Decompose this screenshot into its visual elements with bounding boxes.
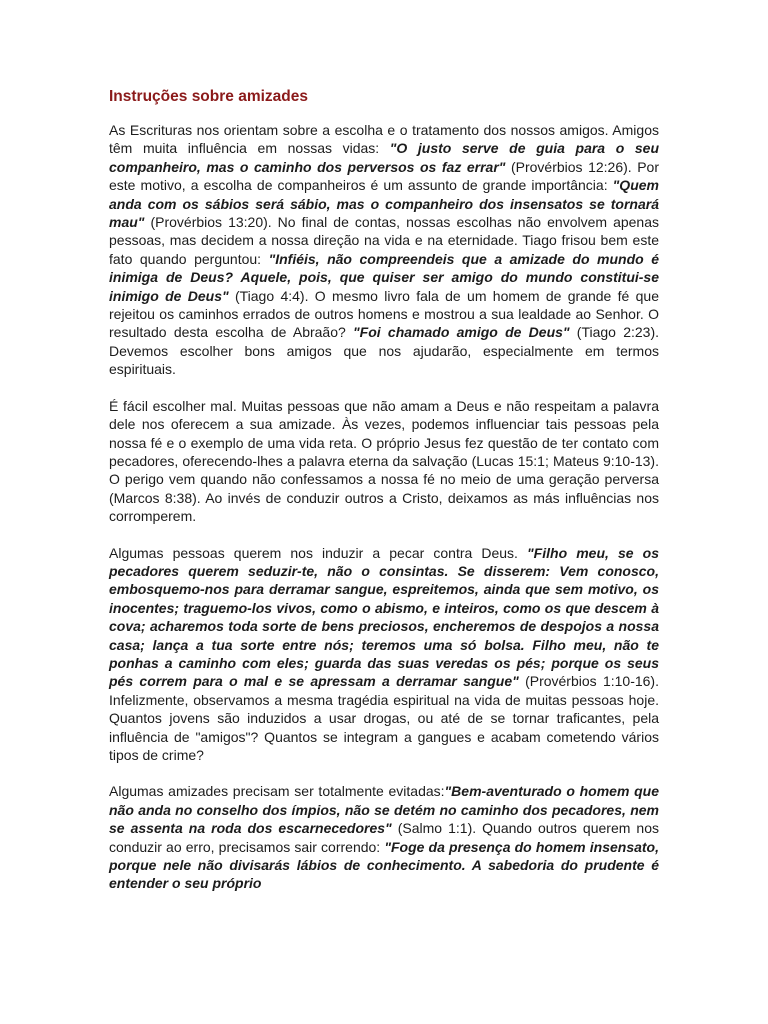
body-text-run: (Provérbios 13:20). No final de contas, nossas escolhas não envolvem apenas pessoas, mas decidem a nossa direção na vida e na eternidade. Tiago frisou bem este fato quando perguntou: bbox=[109, 214, 659, 267]
paragraph-1 bbox=[109, 121, 659, 379]
scripture-quote: "Infiéis, não compreendeis que a amizade do mundo é inimiga de Deus? Aquele, pois, que quiser ser amigo do mundo constitui-se inimigo de Deus" bbox=[109, 250, 659, 304]
body-text-run: (Salmo 1:1). Quando outros querem nos conduzir ao erro, precisamos sair correndo: bbox=[109, 820, 660, 855]
scripture-quote: "Filho meu, se os pecadores querem seduzir-te, não o consintas. Se disserem: Vem conosco, embosquemo-nos para derramar sangue, espreitemos, ainda que sem motivo, os inocentes; traguemo-los vivos, como o abismo, e inteiros, como os que descem à cova; acharemos toda sorte de bens preciosos, encheremos de despojos a nossa casa; lança a tua sorte entre nós; teremos uma só bolsa. Filho meu, não te ponhas a caminho com eles; guarda das suas veredas os pés; porque os seus pés correm para o mal e se apressam a derramar sangue" bbox=[109, 544, 659, 690]
scripture-quote: "Quem anda com os sábios será sábio, mas o companheiro dos insensatos se tornará mau" bbox=[109, 177, 659, 231]
body-text-run: Algumas pessoas querem nos induzir a pecar contra Deus. bbox=[109, 544, 528, 561]
body-text-run: É fácil escolher mal. Muitas pessoas que não amam a Deus e não respeitam a palavra dele nos oferecem a sua amizade. Às vezes, podemos influenciar tais pessoas pela nossa fé e o exemplo de uma vida reta. O próprio Jesus fez questão de ter contato com pecadores, oferecendo-lhes a palavra eterna da salvação (Lucas 15:1; Mateus 9:10-13). O perigo vem quando não confessamos a nossa fé no meio de uma geração perversa (Marcos 8:38). Ao invés de conduzir outros a Cristo, deixamos as más influências nos corromperem. bbox=[109, 397, 659, 525]
paragraph-2 bbox=[109, 397, 659, 526]
scripture-quote: "O justo serve de guia para o seu companheiro, mas o caminho dos perversos os faz errar" bbox=[109, 140, 659, 175]
body-text-run: (Provérbios 12:26). Por este motivo, a escolha de companheiros é um assunto de grande importância: bbox=[109, 158, 659, 194]
body-text-run: As Escrituras nos orientam sobre a escolha e o tratamento dos nossos amigos. Amigos têm muita influência em nossas vidas: bbox=[109, 122, 659, 157]
scripture-quote: "Foge da presença do homem insensato, porque nele não divisarás lábios de conhecimento. A sabedoria do prudente é entender o seu próprio bbox=[109, 838, 659, 892]
body-text-run: (Provérbios 1:10-16). Infelizmente, observamos a mesma tragédia espiritual na vida de muitas pessoas hoje. Quantos jovens são induzidos a usar drogas, ou até de se tornar traficantes, pela influência de "amigos"? Quantos se integram a gangues e acabam cometendo vários tipos de crime? bbox=[109, 673, 659, 763]
body-text-run: (Tiago 2:23). Devemos escolher bons amigos que nos ajudarão, especialmente em termos espirituais. bbox=[109, 324, 659, 378]
scripture-quote: "Bem-aventurado o homem que não anda no conselho dos ímpios, não se detém no caminho dos pecadores, nem se assenta na roda dos escarnecedores" bbox=[109, 783, 659, 837]
body-text-run: (Tiago 4:4). O mesmo livro fala de um homem de grande fé que rejeitou os caminhos errados de outros homens e mostrou a sua lealdade ao Senhor. O resultado desta escolha de Abraão? bbox=[109, 287, 659, 341]
document-body bbox=[109, 121, 659, 893]
paragraph-4 bbox=[109, 782, 659, 892]
paragraph-3 bbox=[109, 544, 659, 765]
document-title: Instruções sobre amizades bbox=[109, 88, 308, 105]
body-text-run: Algumas amizades precisam ser totalmente evitadas: bbox=[109, 783, 445, 800]
document-page bbox=[109, 80, 659, 911]
scripture-quote: "Foi chamado amigo de Deus" bbox=[353, 324, 570, 341]
